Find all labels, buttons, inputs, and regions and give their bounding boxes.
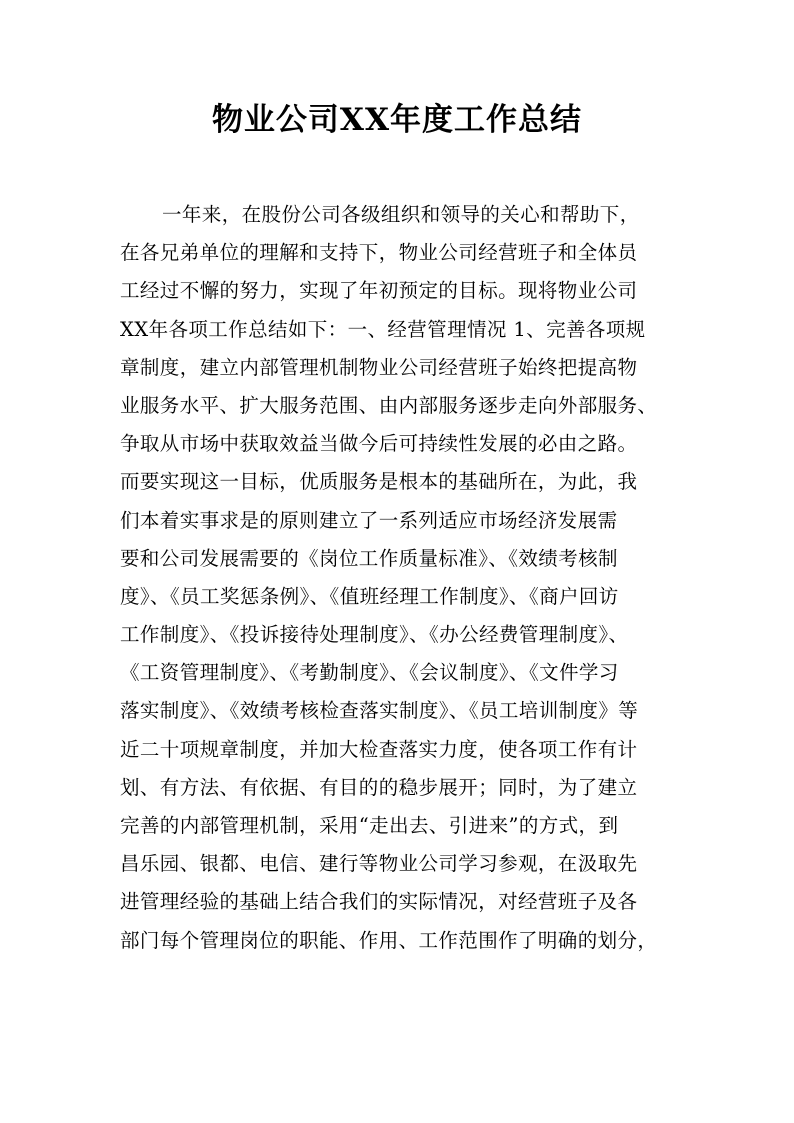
body-line: 昌乐园、银都、电信、建行等物业公司学习参观，在汲取先: [120, 852, 638, 876]
body-line: 章制度，建立内部管理机制物业公司经营班子始终把提高物: [120, 355, 638, 379]
document-title: 物业公司XX年度工作总结: [211, 102, 583, 138]
body-line: 部门每个管理岗位的职能、作用、工作范围作了明确的划分，: [120, 928, 658, 952]
body-line: 度》、《员工奖惩条例》、《值班经理工作制度》、《商户回访: [120, 584, 619, 608]
body-line: XX年各项工作总结如下：一、经营管理情况 1、完善各项规: [120, 317, 646, 341]
body-line: 要和公司发展需要的《岗位工作质量标准》、《效绩考核制: [120, 546, 618, 570]
body-line: 一年来，在股份公司各级组织和领导的关心和帮助下，: [162, 203, 640, 226]
body-line: 完善的内部管理机制，采用“走出去、引进来”的方式，到: [120, 814, 619, 837]
body-line: 进管理经验的基础上结合我们的实际情况，对经营班子及各: [120, 890, 638, 914]
document-body: [120, 196, 690, 960]
body-line: 工经过不懈的努力，实现了年初预定的目标。现将物业公司: [120, 279, 638, 303]
body-line: 在各兄弟单位的理解和支持下，物业公司经营班子和全体员: [120, 241, 638, 265]
body-line: 近二十项规章制度，并加大检查落实力度，使各项工作有计: [120, 737, 638, 761]
body-line: 而要实现这一目标，优质服务是根本的基础所在，为此，我: [120, 470, 638, 494]
body-line: 业服务水平、扩大服务范围、由内部服务逐步走向外部服务、: [120, 393, 658, 417]
body-line: 落实制度》、《效绩考核检查落实制度》、《员工培训制度》等: [120, 699, 639, 723]
body-line: 划、有方法、有依据、有目的的稳步展开；同时，为了建立: [120, 775, 638, 799]
body-line: 们本着实事求是的原则建立了一系列适应市场经济发展需: [120, 508, 618, 532]
body-line: 工作制度》、《投诉接待处理制度》、《办公经费管理制度》、: [120, 623, 629, 647]
body-line: 争取从市场中获取效益当做今后可持续性发展的必由之路。: [120, 432, 638, 456]
body-line: 《工资管理制度》、《考勤制度》、《会议制度》、《文件学习: [120, 661, 619, 685]
